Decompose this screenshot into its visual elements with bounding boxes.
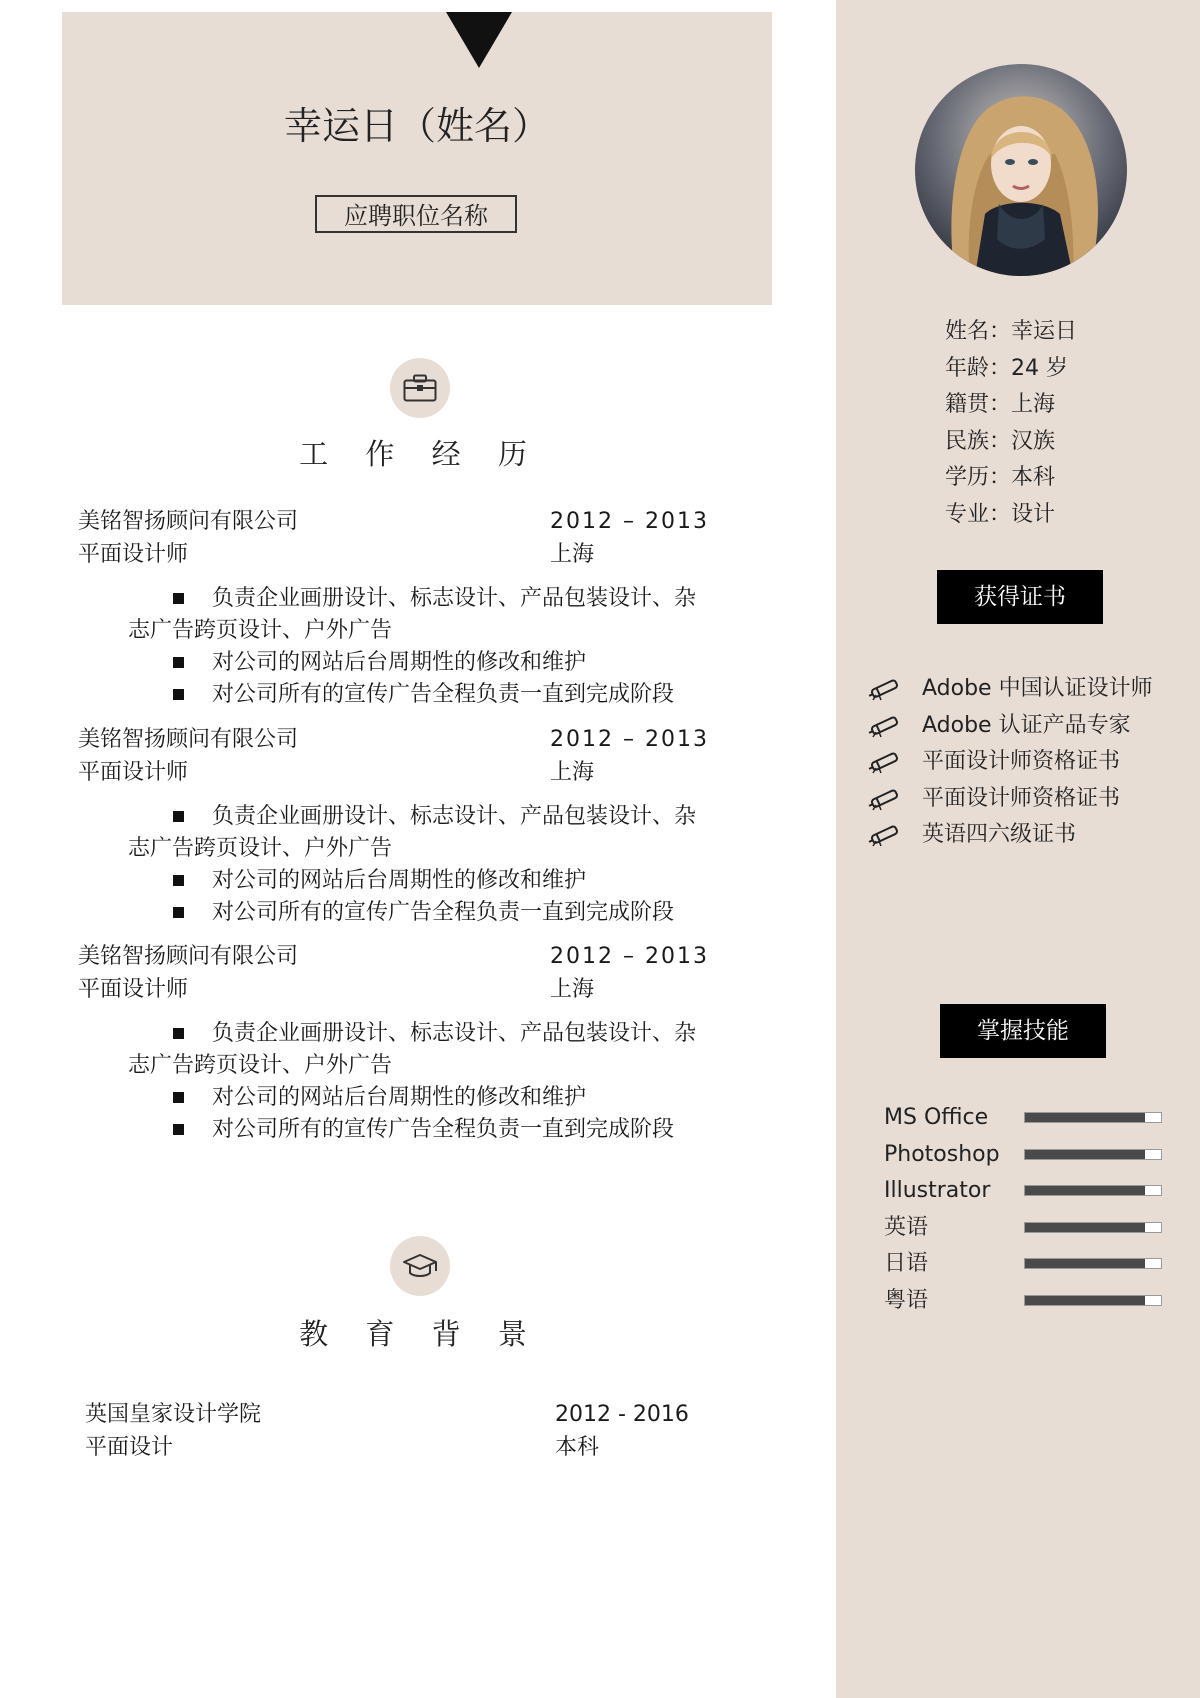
skill-name: 日语 (884, 1251, 929, 1276)
info-age: 年龄：24 岁 (945, 355, 1068, 381)
profile-photo (915, 64, 1127, 276)
diploma-icon (866, 825, 902, 847)
certificate-item: 英语四六级证书 (866, 817, 1153, 854)
job-title-box: 应聘职位名称 (315, 195, 517, 233)
job-role: 平面设计师 (78, 542, 189, 567)
skill-item (884, 1210, 1164, 1247)
skill-item (884, 1283, 1164, 1320)
job-years: 2012 – 2013 (550, 944, 709, 969)
job-location: 上海 (550, 542, 595, 567)
skill-name: 粤语 (884, 1287, 929, 1313)
duty-item: 对公司的网站后台周期性的修改和维护 (78, 865, 718, 897)
duty-continuation: 志广告跨页设计、户外广告 (128, 1053, 393, 1078)
job-entry (78, 723, 718, 929)
school-name: 英国皇家设计学院 (85, 1402, 262, 1427)
graduation-cap-icon (390, 1236, 450, 1296)
header-triangle-decoration (446, 12, 512, 68)
skill-bar (1024, 1112, 1162, 1123)
diploma-icon (866, 789, 902, 811)
skill-name: Photoshop (884, 1141, 1000, 1167)
job-entry (78, 505, 718, 711)
briefcase-icon (390, 358, 450, 418)
info-ethnicity: 民族：汉族 (945, 428, 1056, 454)
company-name: 美铭智扬顾问有限公司 (78, 727, 299, 752)
duty-item: 负责企业画册设计、标志设计、产品包装设计、杂 (78, 1018, 718, 1050)
skill-name: 英语 (884, 1214, 929, 1240)
info-major: 专业：设计 (945, 501, 1056, 527)
skill-item (884, 1137, 1164, 1174)
skill-item (884, 1173, 1164, 1210)
header-block (62, 12, 772, 305)
education-degree: 本科 (555, 1435, 600, 1460)
company-name: 美铭智扬顾问有限公司 (78, 944, 299, 969)
skill-list (884, 1100, 1164, 1319)
duty-item: 对公司的网站后台周期性的修改和维护 (78, 1082, 718, 1114)
skill-name: MS Office (884, 1105, 989, 1130)
job-years: 2012 – 2013 (550, 727, 709, 752)
duty-continuation: 志广告跨页设计、户外广告 (128, 618, 393, 643)
info-hometown: 籍贯：上海 (945, 392, 1056, 417)
education-years: 2012 - 2016 (555, 1402, 689, 1427)
skill-name: Illustrator (884, 1178, 991, 1203)
duty-item: 对公司所有的宣传广告全程负责一直到完成阶段 (78, 1114, 718, 1146)
personal-info (945, 314, 1077, 533)
certificate-item: 平面设计师资格证书 (866, 781, 1153, 818)
company-name: 美铭智扬顾问有限公司 (78, 509, 299, 534)
skill-bar (1024, 1258, 1162, 1269)
job-entry (78, 940, 718, 1146)
skill-bar (1024, 1222, 1162, 1233)
duty-item: 负责企业画册设计、标志设计、产品包装设计、杂 (78, 583, 718, 615)
job-role: 平面设计师 (78, 760, 189, 785)
certificate-item: 平面设计师资格证书 (866, 744, 1153, 781)
skill-item (884, 1246, 1164, 1283)
education-major: 平面设计 (85, 1435, 174, 1460)
job-role: 平面设计师 (78, 977, 189, 1002)
duty-item: 对公司所有的宣传广告全程负责一直到完成阶段 (78, 897, 718, 929)
duty-continuation: 志广告跨页设计、户外广告 (128, 836, 393, 861)
skill-bar (1024, 1185, 1162, 1196)
diploma-icon (866, 716, 902, 738)
diploma-icon (866, 752, 902, 774)
skill-bar (1024, 1149, 1162, 1160)
job-location: 上海 (550, 760, 595, 785)
skill-item (884, 1100, 1164, 1137)
certificates-heading: 获得证书 (937, 570, 1103, 624)
certificate-item: Adobe 认证产品专家 (866, 708, 1153, 745)
duty-item: 对公司的网站后台周期性的修改和维护 (78, 647, 718, 679)
work-section-title: 工 作 经 历 (299, 437, 541, 471)
duty-item: 负责企业画册设计、标志设计、产品包装设计、杂 (78, 801, 718, 833)
info-education: 学历：本科 (945, 465, 1056, 490)
certificate-item: Adobe 中国认证设计师 (866, 671, 1153, 708)
job-years: 2012 – 2013 (550, 509, 709, 534)
skill-bar (1024, 1295, 1162, 1306)
skills-heading: 掌握技能 (940, 1004, 1106, 1058)
duty-item: 对公司所有的宣传广告全程负责一直到完成阶段 (78, 679, 718, 711)
candidate-name: 幸运日（姓名） (283, 104, 550, 148)
diploma-icon (866, 679, 902, 701)
education-section-title: 教 育 背 景 (299, 1317, 541, 1351)
certificate-list (866, 671, 1153, 854)
info-name: 姓名：幸运日 (945, 319, 1078, 344)
education-entry (85, 1398, 725, 1464)
job-location: 上海 (550, 977, 595, 1002)
